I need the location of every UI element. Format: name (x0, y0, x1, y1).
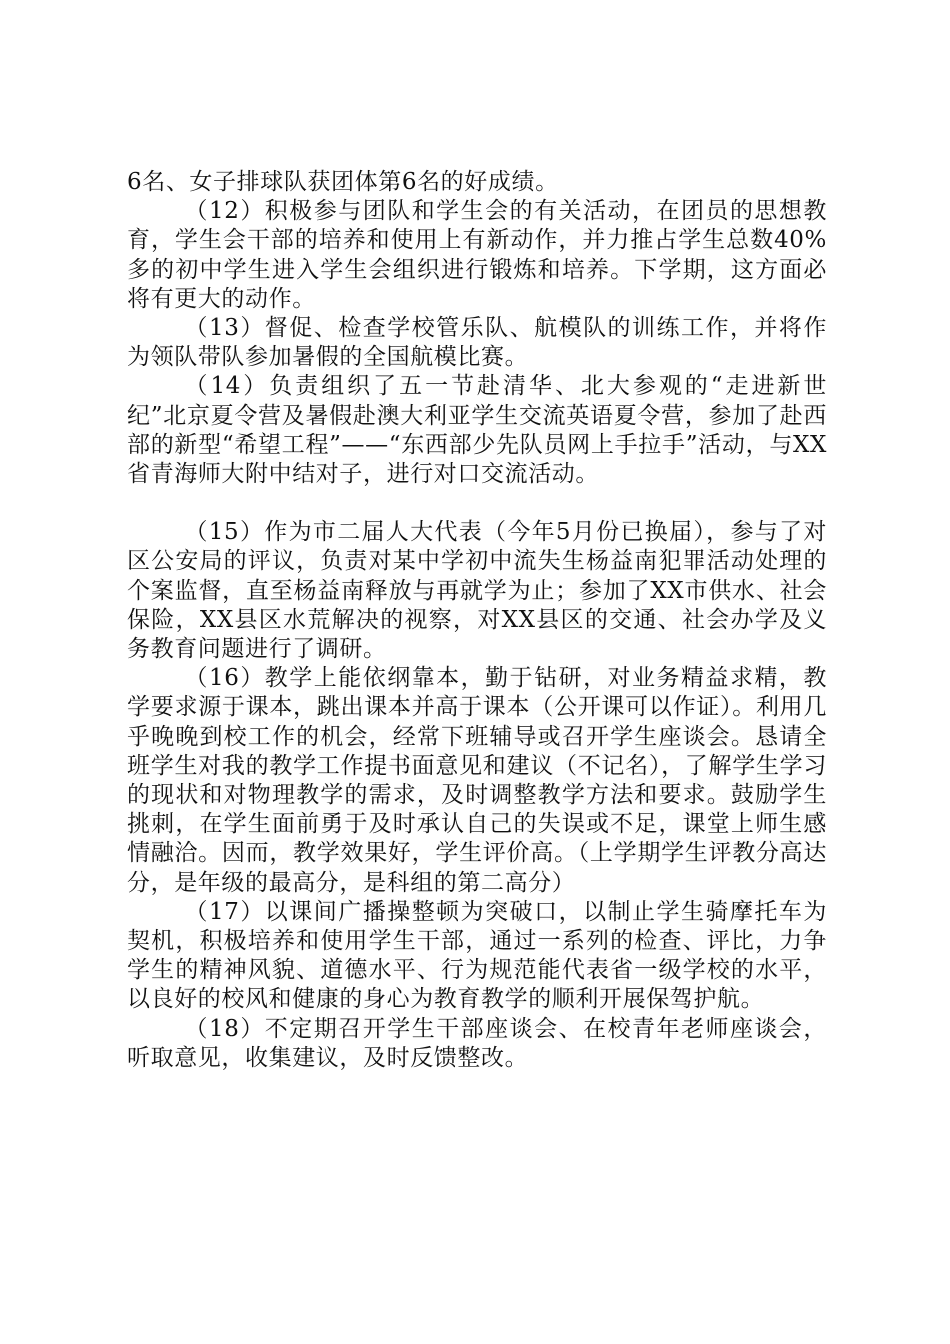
paragraph-item-17: （17）以课间广播操整顿为突破口，以制止学生骑摩托车为契机，积极培养和使用学生干部，通过一系列的检查、评比，力争学生的精神风貌、道德水平、行为规范能代表省一级学校的水平，以良好的校风和健康的身心为教育教学的顺利开展保驾护航。 (127, 898, 827, 1013)
paragraph-item-18: （18）不定期召开学生干部座谈会、在校青年老师座谈会，听取意见，收集建议，及时反馈整改。 (127, 1015, 827, 1071)
paragraph-item-15: （15）作为市二届人大代表（今年5月份已换届），参与了对区公安局的评议，负责对某中学初中流失生杨益南犯罪活动处理的个案监督，直至杨益南释放与再就学为止；参加了XX市供水、社会保险，XX县区水荒解决的视察，对XX县区的交通、社会办学及义务教育问题进行了调研。 (127, 519, 827, 663)
paragraph-item-12: （12）积极参与团队和学生会的有关活动，在团员的思想教育，学生会干部的培养和使用上有新动作，并力推占学生总数40%多的初中学生进入学生会组织进行锻炼和培养。下学期，这方面必将有更大的动作。 (127, 198, 827, 312)
paragraph-item-16: （16）教学上能依纲靠本，勤于钻研，对业务精益求精，教学要求源于课本，跳出课本并高于课本（公开课可以作证）。利用几乎晚晚到校工作的机会，经常下班辅导或召开学生座谈会。恳请全班学生对我的教学工作提书面意见和建议（不记名），了解学生学习的现状和对物理教学的需求，及时调整教学方法和要求。鼓励学生挑刺，在学生面前勇于及时承认自己的失误或不足，课堂上师生感情融洽。因而，教学效果好，学生评价高。（上学期学生评教分高达分，是年级的最高分，是科组的第二高分） (127, 665, 827, 896)
paragraph-continuation: 6名、女子排球队获团体第6名的好成绩。 (127, 169, 559, 195)
paragraph-item-14: （14）负责组织了五一节赴清华、北大参观的“走进新世纪”北京夏令营及暑假赴澳大利亚学生交流英语夏令营，参加了赴西部的新型“希望工程”——“东西部少先队员网上手拉手”活动，与XX省青海师大附中结对子，进行对口交流活动。 (127, 373, 827, 488)
document-body (127, 168, 827, 1073)
paragraph-item-13: （13）督促、检查学校管乐队、航模队的训练工作，并将作为领队带队参加暑假的全国航模比赛。 (127, 315, 827, 371)
